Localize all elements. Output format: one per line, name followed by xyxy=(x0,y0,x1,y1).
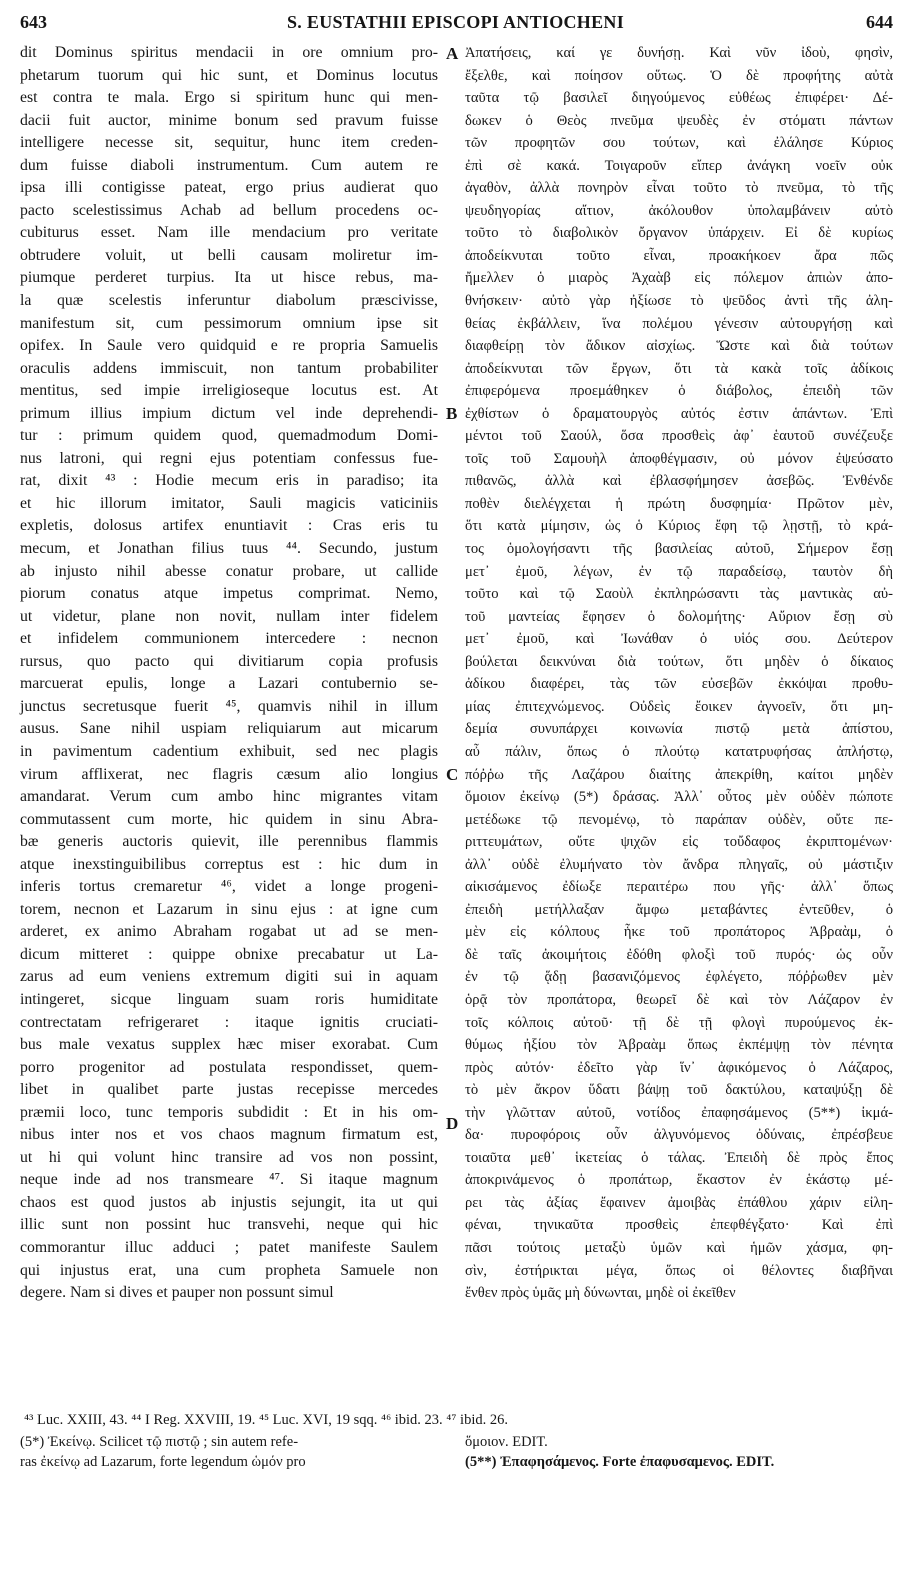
page-number-left: 643 xyxy=(20,12,47,32)
latin-text-line: obtrudere voluit, ut belli causam moliretur im- xyxy=(20,246,438,264)
greek-text-line: ἀποκρινάμενος ὁ προπάτωρ, ἕκαστον ἐν ἑκάστῳ μέ- xyxy=(465,1172,893,1189)
footnote-references: ⁴³ Luc. XXIII, 43. ⁴⁴ I Reg. XXVIII, 19. ⁴⁵ Luc. XVI, 19 sqq. ⁴⁶ ibid. 23. ⁴⁷ ibid. 26. xyxy=(24,1412,508,1428)
greek-text-line: ὅμοιον ἐκείνῳ (5*) δράσας. Ἀλλ᾽ οὗτος μὲν οὐδὲν πώποτε xyxy=(465,789,893,806)
latin-text-line: nibus inter nos et vos chaos magnum firmatum est, xyxy=(20,1126,438,1144)
greek-text-line: τὸ μὲν ἄκρον ὕδατι βάψῃ τοῦ δακτύλου, καταψύξῃ δὲ xyxy=(465,1082,893,1099)
greek-text-line: δεμία συνυπάρχει κοινωνία πιστῷ μετὰ ἀπίστου, xyxy=(465,721,893,738)
footnote-1-line-2: ras ἐκείνῳ ad Lazarum, forte legendum ὡμόν pro xyxy=(20,1454,306,1470)
latin-text-line: chaos est quod justos ab injustis sejungit, ita ut qui xyxy=(20,1193,438,1211)
latin-text-line: præmii loco, tunc temporis subdidit : Et in his om- xyxy=(20,1103,438,1121)
greek-text-line: ἐχθίστων ὁ δραματουργὸς αὐτός ἐστιν ἁπάντων. Ἐπὶ xyxy=(465,405,893,422)
latin-text-line: ab injusto nihil abesse conatur probare, ut callide xyxy=(20,562,438,580)
greek-text-line: ἀποδείκνυται τοῦτο εἶναι, προακήκοεν ἄρα πῶς xyxy=(465,247,893,264)
latin-text-line: intingeret, sicque linguam suam roris humiditate xyxy=(20,990,438,1008)
greek-text-line: ἀποδείκνυται τῶν ἔργων, ὅτι τὰ κακὰ τοῖς ἀδίκοις xyxy=(465,360,893,377)
latin-text-line: marcuerat epulis, longe a Lazari contubernio se- xyxy=(20,675,438,693)
greek-text-line: ἐπιφερόμενα προεμάθηκεν ὁ διάβολος, ἐπειδὴ τῶν xyxy=(465,383,893,400)
greek-text-line: πιθανῶς, ἀλλὰ καὶ ἐβλασφήμησεν ἀσεβῶς. Ἐνθένδε xyxy=(465,473,893,490)
greek-text-line: ἀδίκου διαφέρει, τὰς τῶν εὐσεβῶν ἐκκόψαι προθυ- xyxy=(465,676,893,693)
greek-text-line: μίας ἐπιτεχνώμενος. Οὐδεὶς ἔοικεν ἀγνοεῖν, ὅτι μη- xyxy=(465,698,893,715)
greek-text-line: μετ᾽ ἐμοῦ, λέγων, ἐν τῷ παραδείσῳ, ταυτὸν δὴ xyxy=(465,563,893,580)
greek-text-line: ἔνθεν πρὸς ὑμᾶς μὴ δύνωνται, μηδὲ οἱ ἐκεῖθεν xyxy=(465,1285,736,1302)
latin-text-line: pacto scelestissimus Achab ad bellum procedens oc- xyxy=(20,201,438,219)
greek-text-line: μετέδωκε τῷ πενομένῳ, τὸ παράπαν οὐδὲν, οὔτε πε- xyxy=(465,811,893,828)
latin-text-line: dit Dominus spiritus mendacii in ore omnium pro- xyxy=(20,44,438,61)
greek-text-line: αἰκισάμενος ἐδίωξε περαιτέρω που γῆς· ἀλλ᾽ ὅπως xyxy=(465,879,893,896)
greek-text-line: ποθὲν διελέγχεται ἡ πρώτη δυσφημία· Πρῶτον μὲν, xyxy=(465,495,893,512)
latin-text-line: oraculis addens immiscuit, non tantum probabiliter xyxy=(20,359,438,377)
section-mark-d: D xyxy=(446,1114,459,1133)
greek-text-line: ἀγαθὸν, ἀλλὰ πονηρὸν εἶναι τοῦτο τὸ πνεῦμα, τὸ τῆς xyxy=(465,180,893,197)
greek-text-line: θείας ἐκβάλλειν, ἵνα πολέμου γένεσιν αὐτουργήσῃ καὶ xyxy=(465,315,893,332)
greek-text-line: θύμως ἠξίου τὸν Ἀβραὰμ ὅπως ἐκπέμψῃ τὸν πένητα xyxy=(465,1037,893,1054)
latin-text-line: rursus, quo pacto qui divitiarum copia profusis xyxy=(20,652,438,670)
greek-text-line: τοῖς κόλποις αὐτοῦ· τῇ δὲ τῇ φλογὶ πυρούμενος ἐκ- xyxy=(465,1014,893,1031)
latin-text-line: ausus. Sane nihil uspiam reliquiarum aut micarum xyxy=(20,720,438,738)
running-title: S. EUSTATHII EPISCOPI ANTIOCHENI xyxy=(286,12,625,32)
section-mark-c: C xyxy=(446,765,459,784)
latin-text-line: manifestum sit, cum pessimorum omnium ipse sit xyxy=(20,314,438,332)
latin-column xyxy=(20,42,438,1305)
greek-text-line: ἐν τῷ ᾅδῃ βασανιζόμενος ἐφλέγετο, πόῤῥωθεν μὲν xyxy=(465,969,893,986)
latin-text-line: commutassent cum morte, hic quidem in sinu Abra- xyxy=(20,810,438,828)
latin-text-line: rat, dixit ⁴³ : Hodie mecum eris in paradiso; ita xyxy=(20,472,438,490)
greek-text-line: ρει τὰς ἀξίας ἔφαινεν ἀμοιβὰς ἐπάθλου χάριν εἰλη- xyxy=(465,1194,893,1211)
greek-text-line: ὁρᾷ τὸν προπάτορα, θεωρεῖ δὲ καὶ τὸν Λάζαρον ἐν xyxy=(465,991,893,1008)
latin-text-line: libet in qualibet parte justas recepisse mercedes xyxy=(20,1081,438,1099)
latin-text-line: dacii fuit auctor, minime bonum sed pravum fuisse xyxy=(20,111,438,129)
latin-text-line: nus latroni, qui regni ejus potentiam confessus fue- xyxy=(20,449,438,467)
greek-text-line: μὲν εἰς κόλπους ἧκε τοῦ προπάτορος Ἀβραὰμ, ὁ xyxy=(465,924,893,941)
greek-text-line: βούλεται δεικνύναι διὰ τούτων, ὅτι μηδὲν ὁ δίκαιος xyxy=(465,653,893,670)
latin-text-line: ipsa illi contigisse pateat, ergo prius audierat quo xyxy=(20,179,438,197)
latin-text-line: et hic illorum imitator, Sauli magicis vaticiniis xyxy=(20,494,438,512)
greek-text-line: ἐπειδὴ μετήλλαξαν ἄμφω μεταβάντες ἐντεῦθεν, ὁ xyxy=(465,901,893,918)
latin-text-line: expletis, dolosus artifex enuntiavit : Cras eris tu xyxy=(20,517,438,535)
latin-text-line: mentitus, sed impie irreligioseque locutus est. At xyxy=(20,382,438,400)
latin-text-line: opifex. In Saule vero quidquid e re propria Samuelis xyxy=(20,337,438,355)
greek-text-line: δα· πυροφόροις οὖν ἀλγυνόμενος ὀδύναις, ἐπρέσβευε xyxy=(465,1127,893,1144)
latin-text-line: tur : primum quidem quod, quemadmodum Domi- xyxy=(20,427,438,445)
latin-text-line: cubiturus esset. Nam ille mendacium pro veritate xyxy=(20,224,438,242)
greek-text-line: ψευδηγορίας αἴτιον, ἀκόλουθον ὑπολαμβάνειν αὐτὸ xyxy=(465,202,893,219)
latin-text-line: neque inde ad nos transmeare ⁴⁷. Si itaque magnum xyxy=(20,1171,438,1189)
footnote-1-continuation: ὅμοιον. EDIT. xyxy=(465,1434,548,1450)
greek-text-line: τοιαῦτα μεθ᾽ ἱκετείας ὁ τάλας. Ἐπειδὴ δὲ πρὸς ἔπος xyxy=(465,1149,893,1166)
latin-text-line: la quæ scelestis inferuntur diabolum præscivisse, xyxy=(20,292,438,310)
latin-text-line: contrectatam refrigeraret : itaque ignitis cruciati- xyxy=(20,1013,438,1031)
greek-column xyxy=(465,42,893,1305)
page-number-right: 644 xyxy=(866,12,893,32)
latin-text-line: zarus ad eum veniens extremum digiti sui in aquam xyxy=(20,968,438,986)
greek-text-line: φέναι, τηνικαῦτα προσθεὶς ἐπεφθέγξατο· Καὶ ἐπὶ xyxy=(465,1217,893,1234)
greek-text-line: μέντοι τοῦ Σαούλ, ὅσα προσθεὶς ἀφ᾽ ἑαυτοῦ συνέζευξε xyxy=(465,428,893,445)
latin-text-line: amandarat. Verum cum ambo hinc migrantes vitam xyxy=(20,788,438,806)
latin-text-line: mecum, et Jonathan filius tuus ⁴⁴. Secundo, justum xyxy=(20,540,438,558)
greek-text-line: μετ᾽ ἐμοῦ, καὶ Ἰωνάθαν ὁ υἱός σου. Δεύτερον xyxy=(465,631,893,648)
latin-text-line: virum afflixerat, nec flagris cæsum alio longius xyxy=(20,765,438,783)
section-mark-a: A xyxy=(446,44,459,63)
greek-text-line: ταῦτα τῷ βασιλεῖ διηγούμενος εὐθέως ἐπιφέρει· Δέ- xyxy=(465,90,893,107)
greek-text-line: τοῖς τοῦ Σαμουὴλ ἀποφθέγμασιν, οὐ μόνον ἐψεύσατο xyxy=(465,450,893,467)
greek-text-line: πρὸς αὐτόν· ἐδεῖτο γὰρ ἵν᾽ ἀφικόμενος ὁ Λάζαρος, xyxy=(465,1059,893,1076)
latin-text-line: dum fuisse diaboli instrumentum. Cum autem re xyxy=(20,156,438,174)
greek-text-line: ἐπὶ σὲ κακά. Τοιγαροῦν εἴπερ ἀνάγκη νοεῖν οὐκ xyxy=(465,157,893,174)
latin-text-line: torem, necnon et Lazarum in sinu ejus : at igne cum xyxy=(20,900,438,918)
latin-text-line: inferis tortus cremaretur ⁴⁶, videt a longe progeni- xyxy=(20,878,438,896)
greek-text-line: τῶν προφητῶν σου τούτων, καὶ ἐλάλησε Κύριος xyxy=(465,135,893,152)
latin-text-line: phetarum tuorum qui hic sunt, et Dominus locutus xyxy=(20,66,438,84)
latin-text-line: in pavimentum cadentium exhibuit, sed nec plagis xyxy=(20,742,438,760)
latin-text-line: junctus secretusque fuerit ⁴⁵, quamvis nihil in illum xyxy=(20,697,438,715)
greek-text-line: διαφθείρῃ τὸν ἄδικον αἰσχίως. Ὥστε καὶ διὰ τούτων xyxy=(465,338,893,355)
latin-text-line: et infidelem communionem intercedere : necnon xyxy=(20,630,438,648)
latin-text-line: bus male vexatus supplex hæc miser exorabat. Cum xyxy=(20,1036,438,1054)
latin-text-line: intelligere necesse sit, sequitur, hunc item creden- xyxy=(20,134,438,152)
greek-text-line: πόῤῥω τῆς Λαζάρου διαίτης ἀπεκρίθη, καίτοι μηδὲν xyxy=(465,766,893,783)
greek-text-line: τος ὁμολογήσαντι τῆς βασιλείας αὐτοῦ, Σήμερον ἔσῃ xyxy=(465,541,893,558)
greek-text-line: τοῦτο τὸ διαβολικὸν ὄργανον ὑπάρχειν. Εἰ δὲ κυρίως xyxy=(465,225,893,242)
greek-text-line: ἤμελλεν ὁ μιαρὸς Ἀχαὰβ εἰς πόλεμον ἀπιὼν ἀπο- xyxy=(465,270,893,287)
latin-text-line: illic sunt non possint huc transvehi, neque qui hic xyxy=(20,1216,438,1234)
footnote-2: (5**) Ἐπαφησάμενος. Forte ἐπαφυσαμενος. EDIT. xyxy=(465,1454,775,1470)
latin-text-line: porro progenitor ad postulata respondisset, quem- xyxy=(20,1058,438,1076)
greek-text-line: τοῦτο καὶ τῷ Σαοὺλ ἐκπληρώσαντι τὰς μαντικὰς αὐ- xyxy=(465,586,893,603)
greek-text-line: Ἀπατήσεις, καί γε δυνήσῃ. Καὶ νῦν ἰδοὺ, φησὶν, xyxy=(465,45,893,61)
running-header xyxy=(0,12,911,36)
greek-text-line: ἀλλ᾽ οὐδὲ ἐλυμήνατο τὸν ἄνδρα πληγαῖς, οὐ μάστιξιν xyxy=(465,856,893,873)
latin-text-line: arderet, ex animo Abraham rogabat ut ad se men- xyxy=(20,923,438,941)
latin-text-line: commorantur illuc adduci ; patet manifeste Saulem xyxy=(20,1238,438,1256)
greek-text-line: θνήσκειν· αὐτὸ γὰρ ἠξίωσε τὸ ψεῦδος ἀντὶ τῆς ἀλη- xyxy=(465,293,893,310)
footnote-1-line-1: (5*) Ἐκείνῳ. Scilicet τῷ πιστῷ ; sin autem refe- xyxy=(20,1434,299,1450)
greek-text-line: δωκεν ὁ Θεὸς πνεῦμα ψευδὲς ἐν στόματι πάντων xyxy=(465,112,893,129)
latin-text-line: piorum conatus atque impetus comprimat. Nemo, xyxy=(20,585,438,603)
section-mark-b: B xyxy=(446,404,458,423)
greek-text-line: ἔξελθε, καὶ ποίησον οὕτως. Ὁ δὲ προφήτης αὐτὰ xyxy=(465,67,893,84)
greek-text-line: τὴν γλῶτταν αὐτοῦ, νοτίδος ἐπαφησάμενος (5**) ἰκμά- xyxy=(465,1104,893,1121)
latin-text-line: atque inexstinguibilibus correptus est : hic dum in xyxy=(20,855,438,873)
latin-text-line: dicum mitteret : quippe obnixe precabatur ut La- xyxy=(20,945,438,963)
latin-text-line: est contra te mala. Ergo si spiritum hunc qui men- xyxy=(20,89,438,107)
latin-text-line: primum illius impium dictum vel inde deprehendi- xyxy=(20,404,438,422)
greek-text-line: ὅτι κατὰ μίμησιν, ὡς ὁ Κύριος ἔφη τῷ λῃστῇ, τὸ κρά- xyxy=(465,518,893,535)
latin-text-line: qui injustus erat, una cum propheta Samuele non xyxy=(20,1261,438,1279)
greek-text-line: πᾶσι τούτοις μεταξὺ ὑμῶν καὶ ἡμῶν χάσμα, φη- xyxy=(465,1239,893,1256)
greek-text-line: δὲ ταῖς ἀκοιμήτοις ἐδόθη φλοξὶ τοῦ πυρός· ὡς οὖν xyxy=(465,946,893,963)
latin-text-line: ut hi qui volunt hinc transire ad vos non possint, xyxy=(20,1148,438,1166)
latin-text-line: bæ generis auctoris quievit, ille perennibus flammis xyxy=(20,833,438,851)
greek-text-line: ριττευμάτων, οὔτε ψιχῶν εἰς τοὔδαφος ἐκριπτομένων· xyxy=(465,834,893,851)
latin-text-line: degere. Nam si dives et pauper non possunt simul xyxy=(20,1284,334,1302)
greek-text-line: αὖ πάλιν, ὅπως ὁ πλούτῳ κατατρυφήσας ἀπλήστῳ, xyxy=(465,743,893,760)
latin-text-line: piumque perderet turpius. Ita ut hisce rebus, ma- xyxy=(20,269,438,287)
greek-text-line: σὶν, ἐστήρικται μέγα, ὅπως οἱ θέλοντες διαβῆναι xyxy=(465,1262,893,1279)
greek-text-line: τοῦ μαντείας ἔφησεν ὁ δολομήτης· Αὔριον ἔσῃ σὺ xyxy=(465,608,893,625)
latin-text-line: ut videtur, plane non novit, nullam inter fidelem xyxy=(20,607,438,625)
